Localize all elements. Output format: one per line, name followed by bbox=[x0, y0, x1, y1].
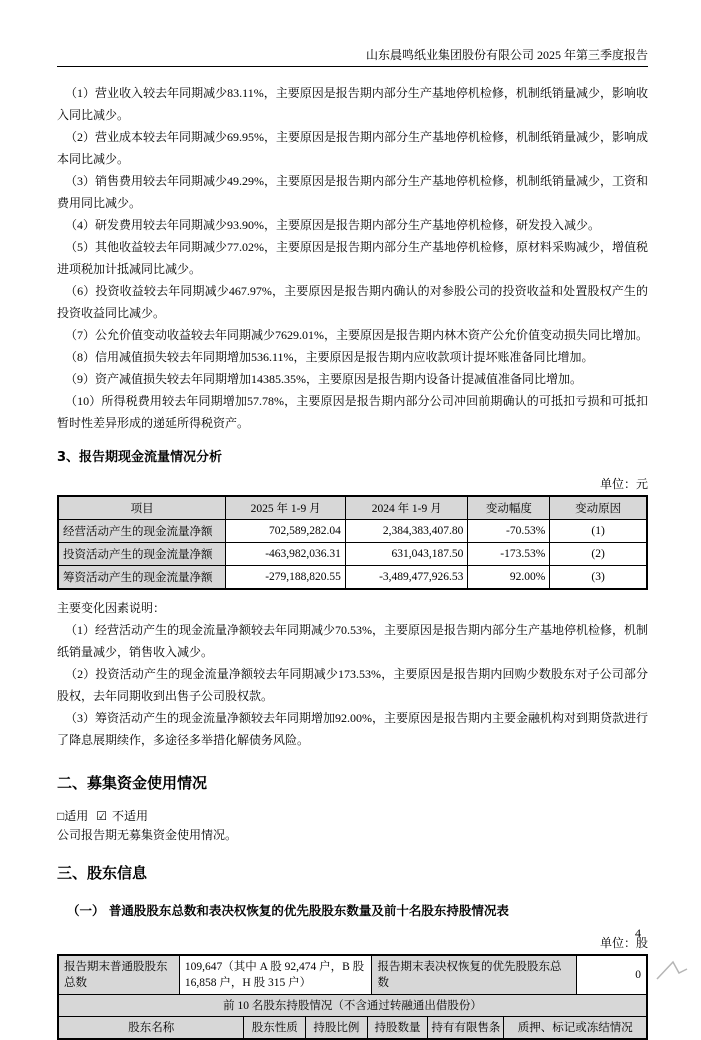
column-header-change: 变动幅度 bbox=[468, 496, 550, 520]
applicability-line bbox=[57, 807, 648, 826]
column-header-name: 股东名称 bbox=[59, 1017, 244, 1038]
column-header-nature: 股东性质 bbox=[244, 1017, 306, 1038]
page-content bbox=[57, 82, 648, 1040]
explanation-3: （3）筹资活动产生的现金流量净额较去年同期增加92.00%，主要原因是报告期内主要金融机构对到期贷款进行了降息展期续作，多途径多举措化解债务风险。 bbox=[57, 711, 649, 747]
change-item-10: （10）所得税费用较去年同期增加57.78%，主要原因是报告期内部分公司冲回前期确认的可抵扣亏损和可抵扣暂时性差异形成的递延所得税资产。 bbox=[57, 394, 648, 430]
preferred-shareholders-label: 报告期末表决权恢复的优先股股东总数 bbox=[372, 956, 576, 995]
column-header-ratio: 持股比例 bbox=[306, 1017, 368, 1038]
value-reason: (2) bbox=[550, 543, 647, 566]
value-change: -70.53% bbox=[468, 520, 550, 543]
explanation-title: 主要变化因素说明： bbox=[57, 601, 166, 615]
table-row-financing bbox=[58, 566, 647, 590]
shareholders-heading: 三、股东信息 bbox=[57, 864, 148, 882]
value-change: 92.00% bbox=[468, 566, 550, 590]
shareholders-subheading: （一） 普通股股东总数和表决权恢复的优先股股东数量及前十名股东持股情况表 bbox=[67, 903, 509, 918]
value-2024: -3,489,477,926.53 bbox=[345, 566, 468, 590]
row-label: 投资活动产生的现金流量净额 bbox=[58, 543, 226, 566]
shareholder-columns-row bbox=[59, 1017, 646, 1038]
table-row-operating bbox=[58, 520, 647, 543]
checkbox-checked-icon: ☑ bbox=[96, 809, 108, 823]
page-number: 4 bbox=[635, 926, 641, 940]
table-header-row bbox=[58, 496, 647, 520]
column-header-reason: 变动原因 bbox=[550, 496, 647, 520]
report-title: 山东晨鸣纸业集团股份有限公司 2025 年第三季度报告 bbox=[365, 48, 648, 62]
cashflow-table bbox=[57, 495, 648, 590]
common-shareholders-label: 报告期末普通股股东总数 bbox=[59, 956, 180, 995]
value-2024: 2,384,383,407.80 bbox=[345, 520, 468, 543]
top10-banner: 前 10 名股东持股情况（不含通过转融通出借股份） bbox=[59, 995, 646, 1017]
value-change: -173.53% bbox=[468, 543, 550, 566]
common-shareholders-value: 109,647（其中 A 股 92,474 户，B 股 16,858 户，H 股 315 户） bbox=[180, 956, 373, 995]
column-header-quantity: 持股数量 bbox=[368, 1017, 428, 1038]
explanation-2: （2）投资活动产生的现金流量净额较去年同期减少173.53%，主要原因是报告期内回购少数股东对子公司部分股权，去年同期收到出售子公司股权款。 bbox=[57, 667, 648, 703]
change-item-1: （1）营业收入较去年同期减少83.11%，主要原因是报告期内部分生产基地停机检修，机制纸销量减少，影响收入同比减少。 bbox=[57, 86, 648, 122]
shareholder-summary-row bbox=[59, 956, 646, 995]
column-header-2024: 2024 年 1-9 月 bbox=[345, 496, 468, 520]
preferred-shareholders-value: 0 bbox=[577, 956, 646, 995]
value-reason: (3) bbox=[550, 566, 647, 590]
applicable-label: 适用 bbox=[64, 809, 89, 823]
change-item-6: （6）投资收益较去年同期减少467.97%，主要原因是报告期内确认的对参股公司的投资收益和处置股权产生的投资收益同比减少。 bbox=[57, 284, 648, 320]
value-2024: 631,043,187.50 bbox=[345, 543, 468, 566]
checkbox-unchecked-icon: □ bbox=[57, 809, 65, 823]
page-header bbox=[57, 0, 648, 67]
change-item-2: （2）营业成本较去年同期减少69.95%，主要原因是报告期内部分生产基地停机检修，机制纸销量减少，影响成本同比减少。 bbox=[57, 130, 649, 166]
explanation-1: （1）经营活动产生的现金流量净额较去年同期减少70.53%，主要原因是报告期内部分生产基地停机检修，机制纸销量减少，销售收入减少。 bbox=[57, 623, 649, 659]
column-header-restricted: 持有有限售条 bbox=[428, 1017, 504, 1038]
column-header-2025: 2025 年 1-9 月 bbox=[226, 496, 346, 520]
change-item-8: （8）信用减值损失较去年同期增加536.11%，主要原因是报告期内应收款项计提坏账准备同比增加。 bbox=[65, 350, 594, 364]
change-item-5: （5）其他收益较去年同期减少77.02%，主要原因是报告期内部分生产基地停机检修，原材料采购减少，增值税进项税加计抵减同比减少。 bbox=[57, 240, 649, 276]
unit-label-shares: 单位：股 bbox=[599, 936, 648, 950]
value-reason: (1) bbox=[550, 520, 647, 543]
not-applicable-label: 不适用 bbox=[112, 809, 149, 823]
row-label: 经营活动产生的现金流量净额 bbox=[58, 520, 226, 543]
cashflow-heading: 3、报告期现金流量情况分析 bbox=[57, 450, 223, 465]
change-item-9: （9）资产减值损失较去年同期增加14385.35%，主要原因是报告期内设备计提减值准备同比增加。 bbox=[65, 372, 582, 386]
change-item-4: （4）研发费用较去年同期减少93.90%，主要原因是报告期内部分生产基地停机检修，研发投入减少。 bbox=[65, 218, 600, 232]
value-2025: 702,589,282.04 bbox=[226, 520, 346, 543]
column-header-pledge: 质押、标记或冻结情况 bbox=[504, 1017, 645, 1038]
table-row-investing bbox=[58, 543, 647, 566]
value-2025: -463,982,036.31 bbox=[226, 543, 346, 566]
corner-artifact bbox=[656, 958, 688, 982]
row-label: 筹资活动产生的现金流量净额 bbox=[58, 566, 226, 590]
unit-label-yuan: 单位：元 bbox=[599, 477, 648, 491]
change-item-7: （7）公允价值变动收益较去年同期减少7629.01%，主要原因是报告期内林木资产公允价值变动损失同比增加。 bbox=[65, 328, 649, 342]
top10-banner-row bbox=[59, 995, 646, 1017]
column-header-item: 项目 bbox=[58, 496, 226, 520]
fundraising-note: 公司报告期无募集资金使用情况。 bbox=[57, 828, 238, 842]
change-item-3: （3）销售费用较去年同期减少49.29%，主要原因是报告期内部分生产基地停机检修，机制纸销量减少，工资和费用同比减少。 bbox=[57, 174, 649, 210]
shareholders-table bbox=[57, 954, 648, 1040]
value-2025: -279,188,820.55 bbox=[226, 566, 346, 590]
fundraising-heading: 二、募集资金使用情况 bbox=[57, 774, 208, 792]
